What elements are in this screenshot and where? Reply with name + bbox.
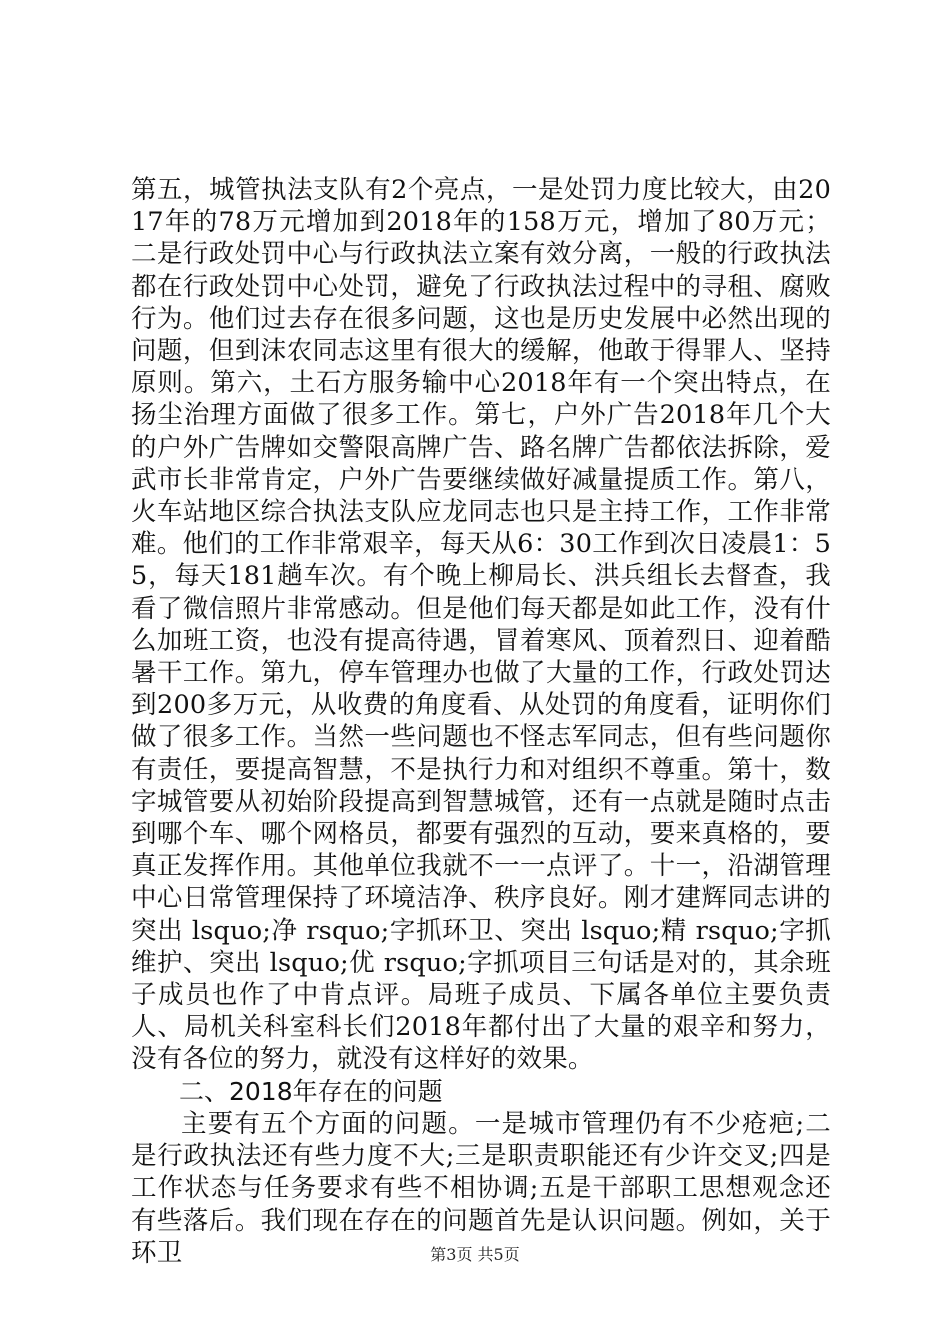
body-paragraph: 主要有五个方面的问题。一是城市管理仍有不少疮疤;二是行政执法还有些力度不大;三是职责职能还有少许交叉;四是工作状态与任务要求有些不相协调;五是干部职工思想观念还有些落后。我们现在存在的问题首先是认识问题。例如，关于环卫: [131, 1108, 831, 1268]
page-footer: 第3页 共5页: [430, 1245, 520, 1264]
body-paragraph: 第五，城管执法支队有2个亮点，一是处罚力度比较大，由2017年的78万元增加到2018年的158万元，增加了80万元；二是行政处罚中心与行政执法立案有效分离，一般的行政执法都在行政处罚中心处罚，避免了行政执法过程中的寻租、腐败行为。他们过去存在很多问题，这也是历史发展中必然出现的问题，但到沫农同志这里有很大的缓解，他敢于得罪人、坚持原则。第六，土石方服务输中心2018年有一个突出特点，在扬尘治理方面做了很多工作。第七，户外广告2018年几个大的户外广告牌如交警限高牌广告、路名牌广告都依法拆除，爱武市长非常肯定，户外广告要继续做好减量提质工作。第八，火车站地区综合执法支队应龙同志也只是主持工作，工作非常难。他们的工作非常艰辛，每天从6：30工作到次日凌晨1：55，每天181趟车次。有个晚上柳局长、洪兵组长去督查，我看了微信照片非常感动。但是他们每天都是如此工作，没有什么加班工资，也没有提高待遇，冒着寒风、顶着烈日、迎着酷暑干工作。第九，停车管理办也做了大量的工作，行政处罚达到200多万元，从收费的角度看、从处罚的角度看，证明你们做了很多工作。当然一些问题也不怪志军同志，但有些问题你有责任，要提高智慧，不是执行力和对组织不尊重。第十，数字城管要从初始阶段提高到智慧城管，还有一点就是随时点击到哪个车、哪个网格员，都要有强烈的互动，要来真格的，要真正发挥作用。其他单位我就不一一点评了。十一，沿湖管理中心日常管理保持了环境洁净、秩序良好。刚才建辉同志讲的突出 lsquo;净 rsquo;字抓环卫、突出 lsquo;精 rsquo;字抓维护、突出 lsquo;优 rsquo;字抓项目三句话是对的，其余班子成员也作了中肯点评。局班子成员、下属各单位主要负责人、局机关科室科长们2018年都付出了大量的艰辛和努力，没有各位的努力，就没有这样好的效果。: [131, 175, 831, 1075]
section-heading: 二、2018年存在的问题: [179, 1076, 443, 1106]
document-body: [131, 174, 831, 1269]
